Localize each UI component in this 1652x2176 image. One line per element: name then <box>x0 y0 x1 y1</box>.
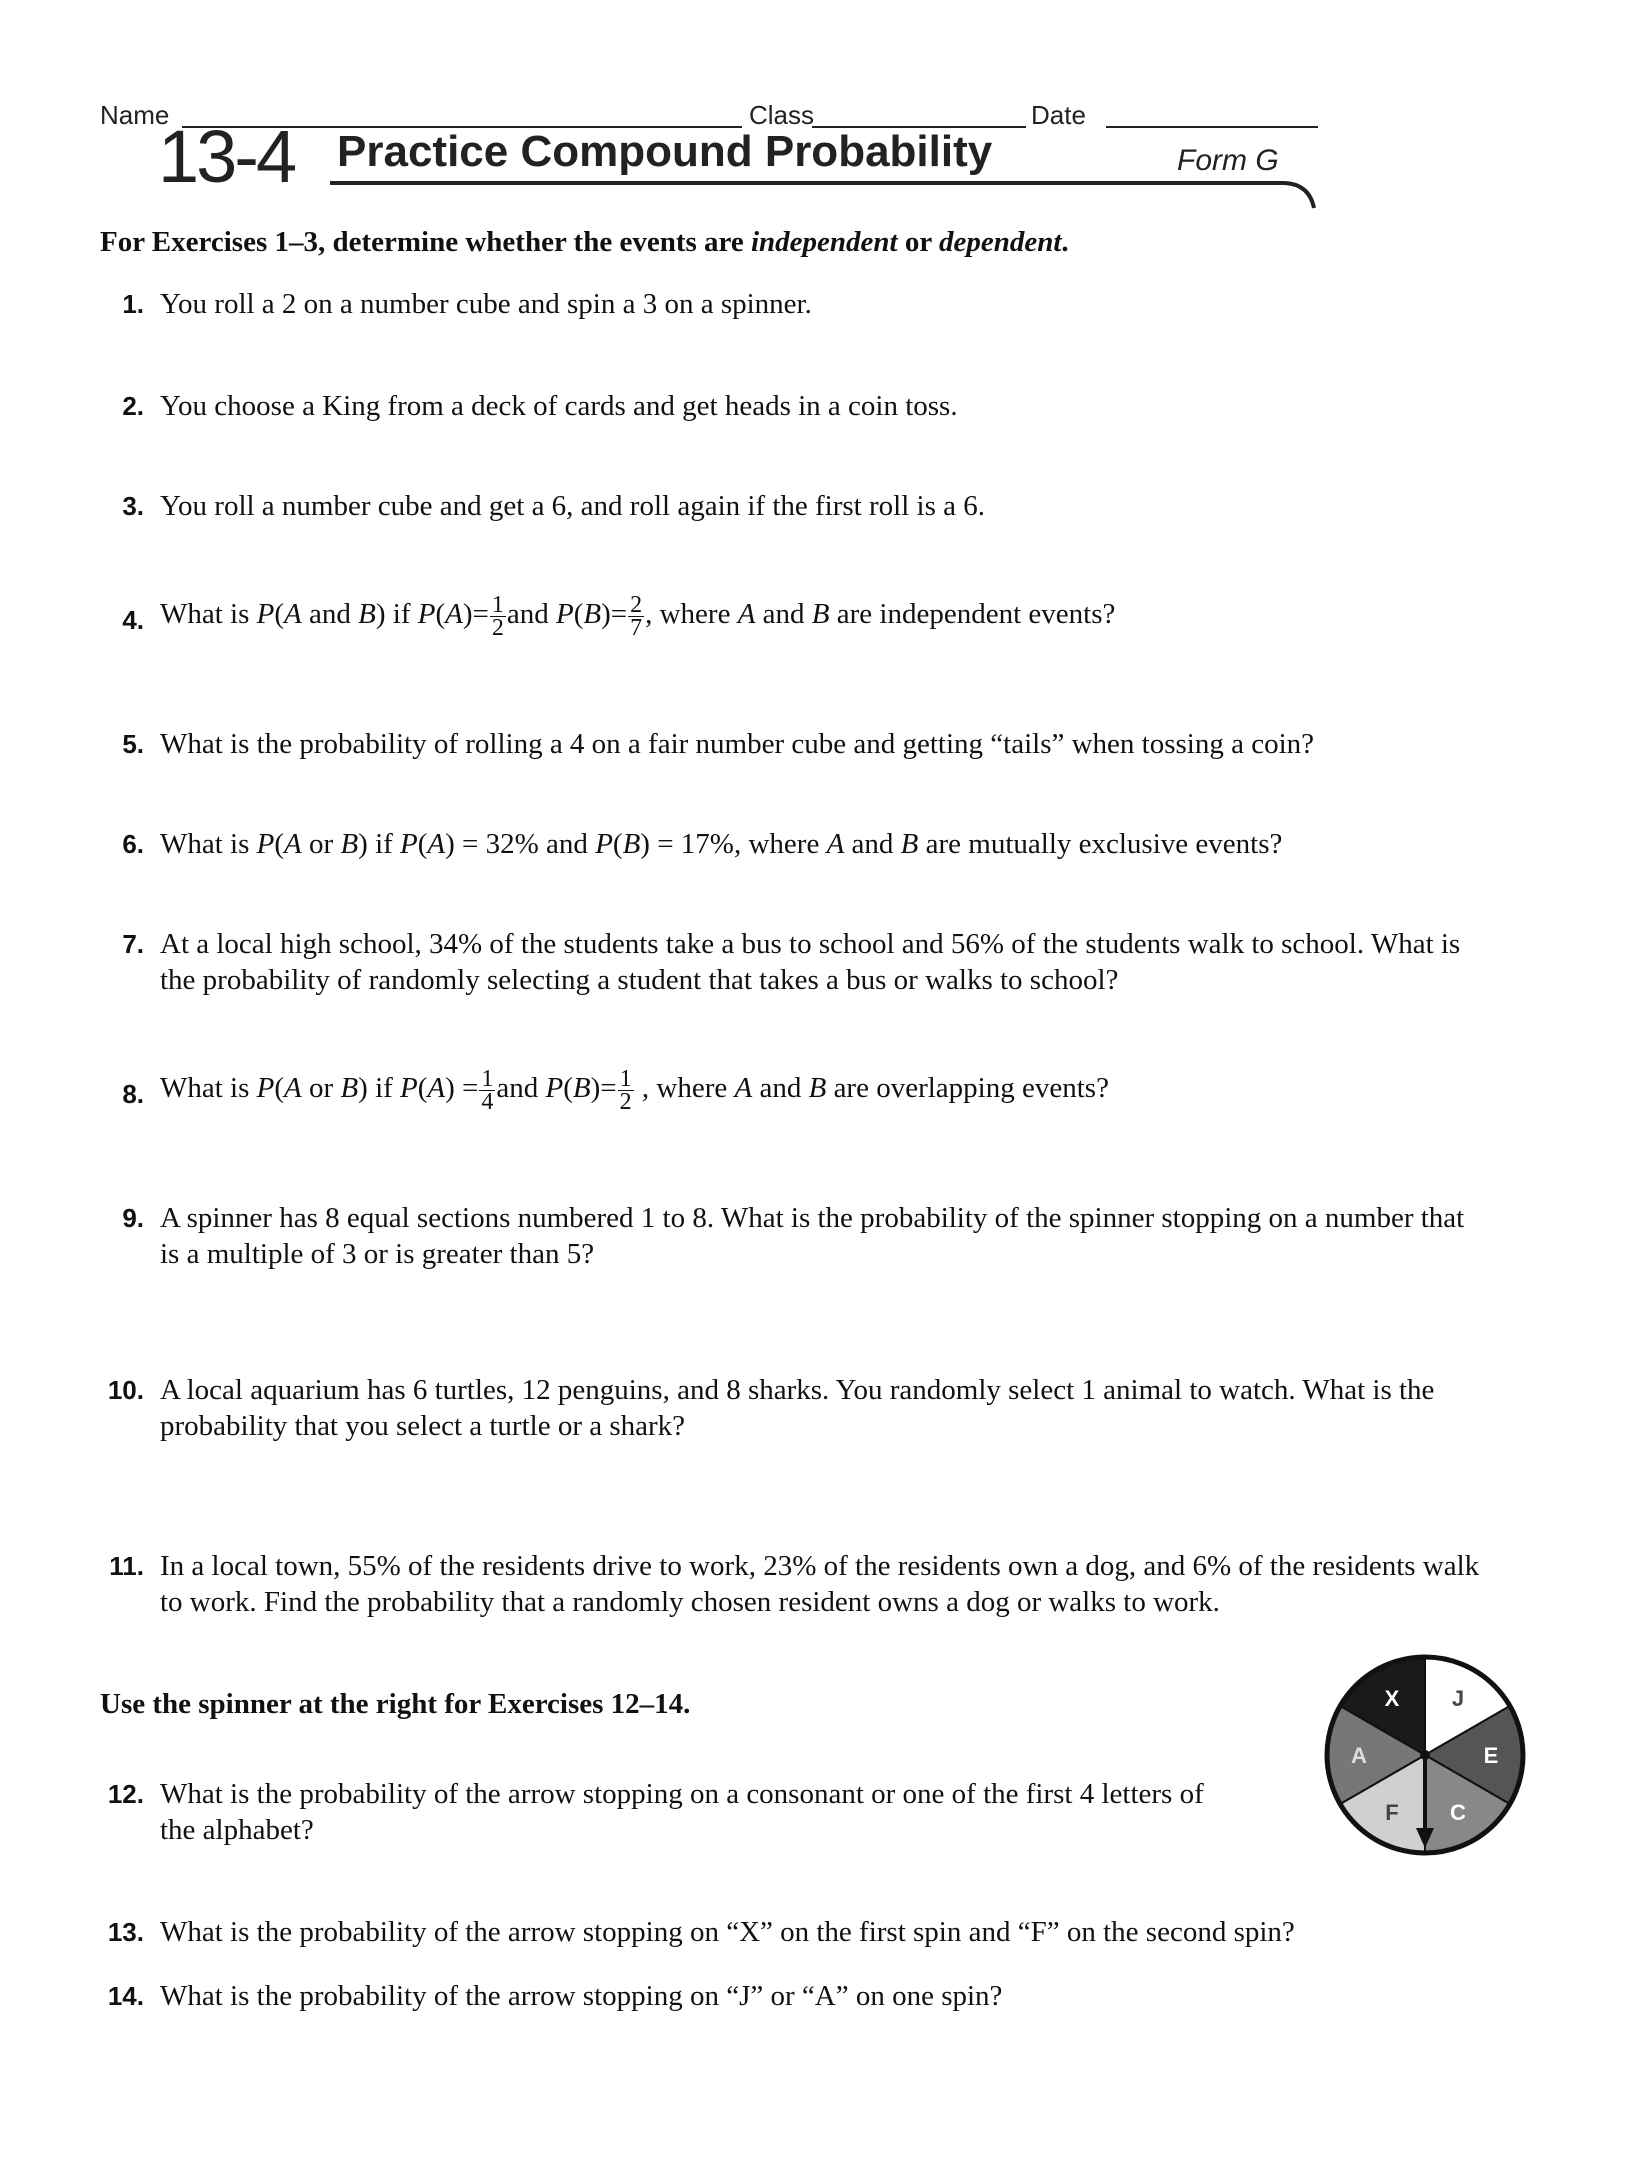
lesson-number: 13-4 <box>158 115 295 198</box>
fraction-one-quarter: $\frac{1}{4}$ <box>481 1066 494 1115</box>
fraction-one-half-b: $\frac{1}{2}$ <box>619 1066 632 1115</box>
spinner-label-j: J <box>1451 1685 1465 1711</box>
date-label: Date <box>1031 100 1086 130</box>
spinner-label-a: A <box>1351 1743 1367 1768</box>
fraction-two-sevenths: $\frac{2}{7}$ <box>630 592 643 641</box>
name-label: Name <box>100 100 170 130</box>
fraction-one-half: $\frac{1}{2}$ <box>491 592 504 641</box>
form-label: Form G <box>1177 144 1279 177</box>
instructions-1: For Exercises 1–3, determine whether the events are independent or dependent. <box>100 226 1069 258</box>
date-field[interactable] <box>1106 126 1318 128</box>
spinner-diagram <box>1320 1650 1530 1860</box>
spinner-label-f: F <box>1385 1800 1399 1826</box>
spinner-label-c: C <box>1450 1800 1466 1826</box>
spinner-label-e: E <box>1483 1743 1499 1768</box>
page-title: Practice Compound Probability <box>337 127 993 176</box>
class-label: Class <box>749 100 815 130</box>
spinner-label-x: X <box>1384 1685 1400 1711</box>
title-underline <box>330 178 1330 218</box>
instructions-2: Use the spinner at the right for Exercises 12–14. <box>100 1688 691 1720</box>
